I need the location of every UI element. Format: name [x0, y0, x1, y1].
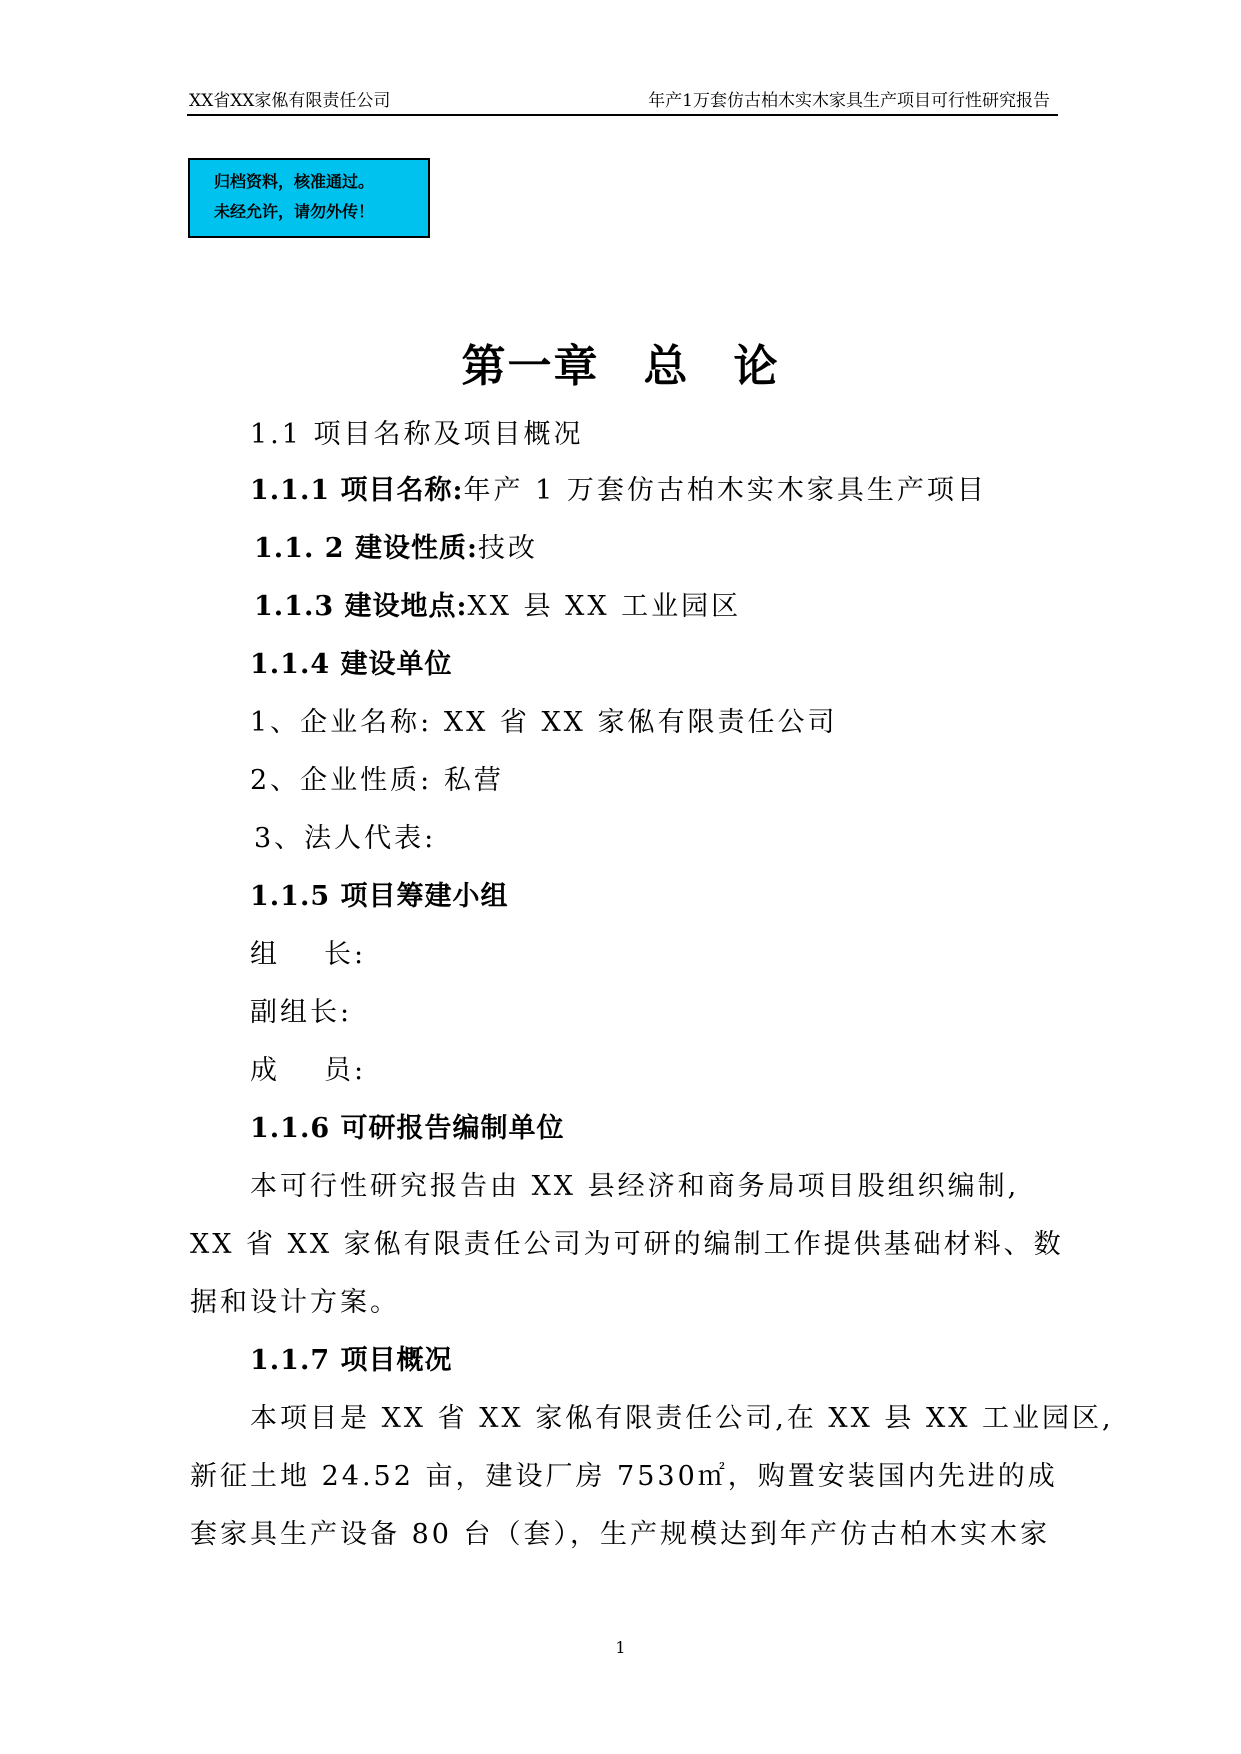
- section-1-1-3: [254, 590, 741, 624]
- paragraph-line: 套家具生产设备 80 台（套），生产规模达到年产仿古柏木实木家: [190, 1519, 1051, 1550]
- page-number: 1: [615, 1638, 626, 1657]
- header-company: XX省XX家俬有限责任公司: [189, 91, 391, 111]
- section-label: 1.1. 2 建设性质:: [254, 533, 478, 564]
- section-1-1-6: 1.1.6 可研报告编制单位: [250, 1113, 565, 1144]
- section-label: 1.1.3 建设地点:: [254, 591, 468, 622]
- deputy-leader-item: 副组长:: [250, 997, 353, 1028]
- section-value: 技改: [477, 533, 538, 564]
- archive-stamp: [188, 158, 430, 238]
- chapter-title: 第一章 总 论: [461, 341, 780, 392]
- paragraph-line: XX 省 XX 家俬有限责任公司为可研的编制工作提供基础材料、数: [190, 1229, 1064, 1260]
- company-nature-item: 2、企业性质: 私营: [250, 765, 504, 796]
- page-header: [187, 88, 1058, 116]
- company-name-item: 1、企业名称: XX 省 XX 家俬有限责任公司: [250, 707, 838, 738]
- section-value: 年产 1 万套仿古柏木实木家具生产项目: [463, 475, 987, 506]
- section-1-1-2: [254, 532, 538, 566]
- paragraph-line: 本项目是 XX 省 XX 家俬有限责任公司,在 XX 县 XX 工业园区,: [250, 1403, 1114, 1434]
- section-value: XX 县 XX 工业园区: [467, 591, 742, 622]
- section-1-1-7: 1.1.7 项目概况: [250, 1345, 453, 1376]
- paragraph-line: 本可行性研究报告由 XX 县经济和商务局项目股组织编制,: [250, 1171, 1020, 1202]
- section-1-1-4: 1.1.4 建设单位: [250, 649, 453, 680]
- section-label: 1.1.1 项目名称:: [250, 475, 464, 506]
- legal-rep-item: 3、法人代表:: [254, 823, 437, 854]
- team-member-item: 成 员:: [250, 1055, 367, 1086]
- section-1-1-5: 1.1.5 项目筹建小组: [250, 881, 509, 912]
- section-1-1: 1.1 项目名称及项目概况: [250, 419, 584, 450]
- paragraph-line: 据和设计方案。: [190, 1287, 400, 1318]
- paragraph-line: 新征土地 24.52 亩，建设厂房 7530㎡，购置安装国内先进的成: [190, 1461, 1058, 1492]
- section-1-1-1: [250, 474, 987, 508]
- stamp-line-1: 归档资料，核准通过。: [214, 172, 375, 191]
- stamp-line-2: 未经允许，请勿外传！: [214, 202, 375, 221]
- header-report-title: 年产1万套仿古柏木实木家具生产项目可行性研究报告: [648, 91, 1050, 111]
- team-leader-item: 组 长:: [250, 939, 367, 970]
